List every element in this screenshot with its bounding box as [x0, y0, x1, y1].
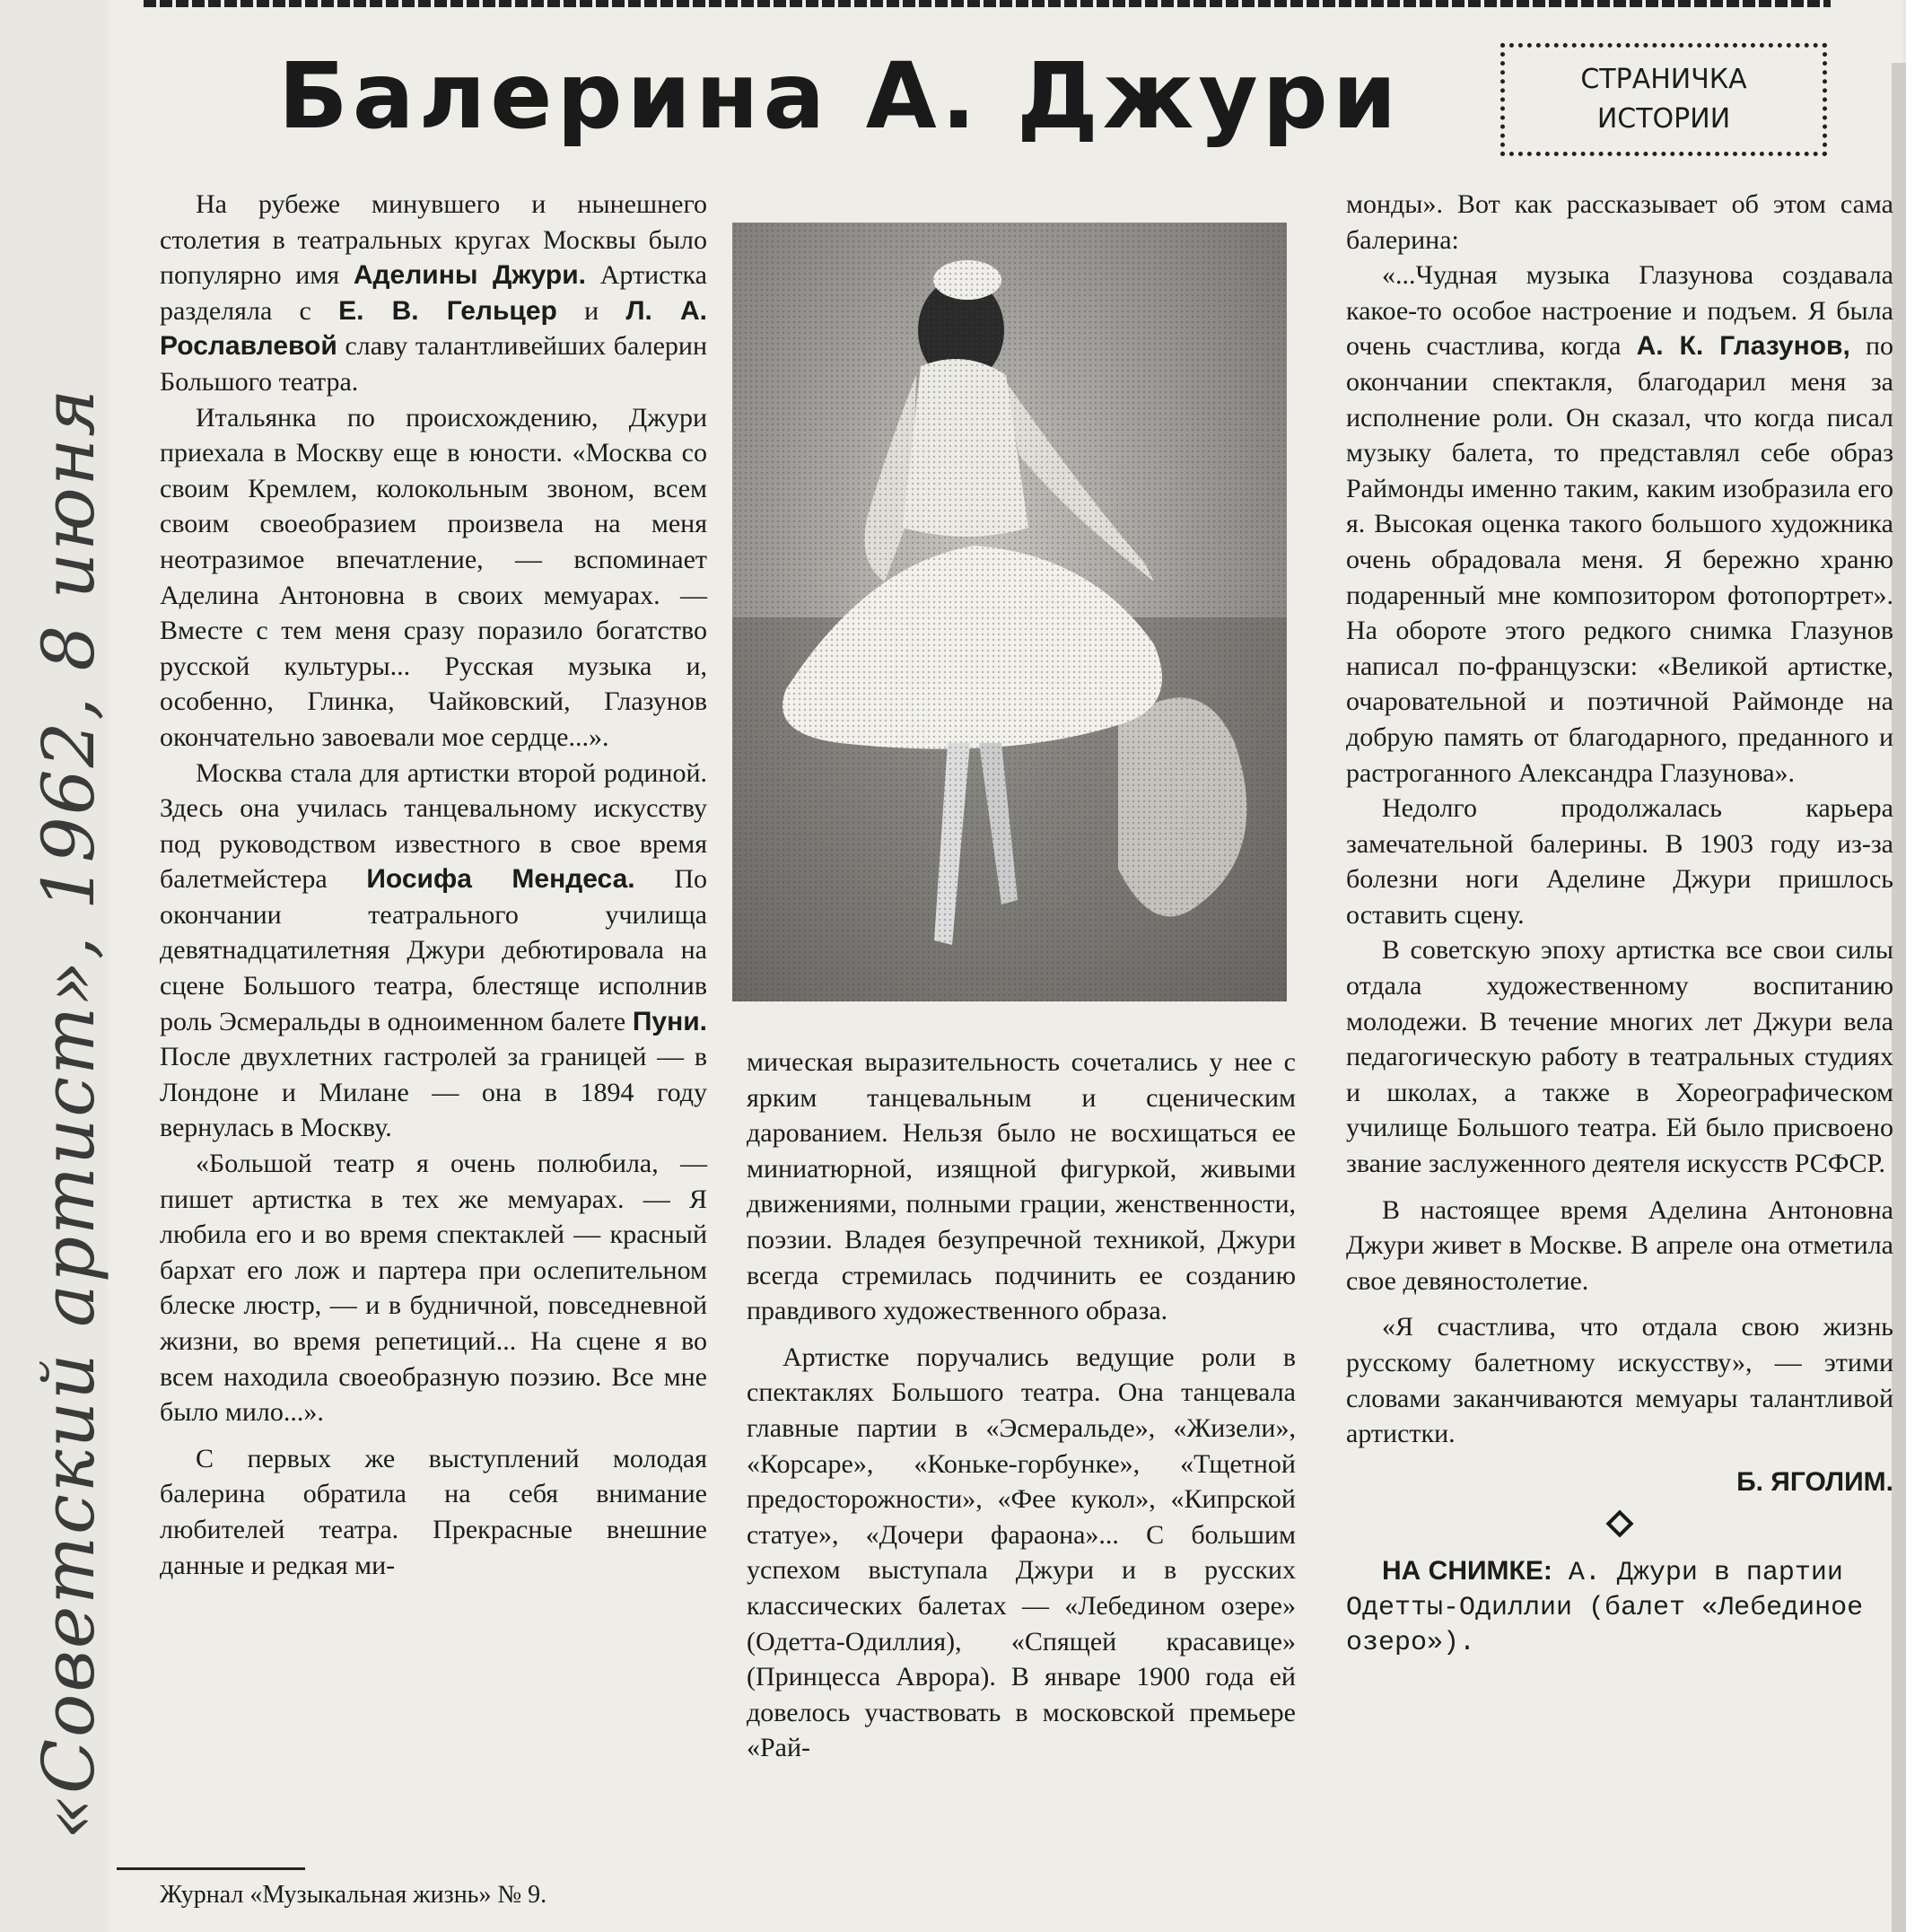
caption-label: НА СНИМКЕ:	[1382, 1556, 1552, 1587]
footnote-source: Журнал «Музыкальная жизнь» № 9.	[160, 1881, 547, 1909]
name-bold: Иосифа Мендеса.	[366, 864, 635, 895]
text-run: по окончании спектакля, благодарил меня за исполнение роли. Он сказал, что когда писал музыку балета, то представлял себе образ Раймонды именно таким, каким изобразила его я. Высокая оценка такого большого художника очень обрадовала меня. Я бережно храню подаренный мне композитором фотопортрет». На обороте этого редкого снимка Глазунов написал по-французски: «Великой артистке, очаровательной и поэтичной Раймонде на добрую память от благодарного, преданного и растроганного Александра Глазунова».	[1346, 331, 1893, 788]
paragraph: В советскую эпоху артистка все свои силы отдала художественному воспитанию молодежи. В течение многих лет Джури вела педагогическую работу в театральных студиях и школах, а также в Хореографическом училище Большого театра. Ей было присвоено звание заслуженного деятеля искусств РСФСР.	[1346, 935, 1893, 1179]
text-run: Артистка разделяла с	[160, 260, 707, 326]
text-run: славу талантливейших балерин Большого театра.	[160, 331, 707, 397]
article-column-2	[747, 1045, 1296, 1766]
text-run: По окончании театрального училища девятнадцатилетняя Джури дебютировала на сцене Большого театра, блестяще исполнив роль Эсмеральды в одноименном балете	[160, 864, 707, 1036]
text-run: Москва стала для артистки второй родиной. Здесь она училась танцевальному искусству под руководством известного в свое время балетмейстера	[160, 757, 707, 895]
page-edge	[1892, 63, 1906, 1932]
paragraph: мическая выразительность сочетались у нее с ярким танцевальным и сценическим дарованием. Нельзя было не восхищаться ее миниатюрной, изящной фигуркой, живыми движениями, полными грации, женственности, поэзии. Владея безупречной техникой, Джури всегда стремилась подчинить ее созданию правдивого художественного образа.	[747, 1047, 1296, 1326]
headline: Балерина А. Джури	[278, 43, 1402, 150]
ballerina-photo	[732, 223, 1287, 1001]
paragraph: С первых же выступлений молодая балерина обратила на себя внимание любителей театра. Прекрасные внешние данные и редкая ми-	[160, 1443, 707, 1580]
name-bold: Пуни.	[632, 1006, 707, 1036]
diamond-ornament	[1605, 1510, 1633, 1538]
footnote-rule	[117, 1867, 305, 1870]
paragraph: Недолго продолжалась карьера замечательной балерины. В 1903 году из-за болезни ноги Аделине Джури пришлось оставить сцену.	[1346, 793, 1893, 930]
text-run: и	[556, 295, 626, 326]
rubric-box	[1500, 43, 1827, 156]
handwritten-annotation: «Советский артист», 1962, 8 июня	[27, 387, 110, 1840]
rubric-line-1: СТРАНИЧКА	[1580, 64, 1747, 95]
top-border	[144, 0, 1831, 7]
paragraph: Артистке поручались ведущие роли в спектаклях Большого театра. Она танцевала главные партии в «Эсмеральде», «Жизели», «Корсаре», «Коньке-горбунке», «Тщетной предосторожности», «Фее кукол», «Кипрской статуе», «Дочери фараона»... С большим успехом выступала Джури и в русских классических балетах — «Лебедином озере» (Одетта-Одиллия), «Спящей красавице» (Принцесса Аврора). В январе 1900 года ей довелось участвовать в московской премьере «Рай-	[747, 1342, 1296, 1763]
article-column-1	[160, 187, 707, 1583]
author-signature: Б. ЯГОЛИМ.	[1736, 1466, 1893, 1497]
paragraph	[160, 756, 707, 1147]
paragraph: В настоящее время Аделина Антоновна Джури живет в Москве. В апреле она отметила свое девяностолетие.	[1346, 1194, 1893, 1296]
rubric-line-2: ИСТОРИИ	[1596, 103, 1731, 135]
caption-text: А. Джури в партии Одетты-Одиллии (балет «Лебединое озеро»).	[1346, 1558, 1864, 1659]
name-bold: Аделины Джури.	[353, 260, 587, 291]
name-bold: Л. А. Рославлевой	[160, 295, 707, 362]
paragraph	[160, 187, 707, 400]
paragraph: Итальянка по происхождению, Джури приехала в Москву еще в юности. «Москва со своим Кремлем, колокольным звоном, всем своим своеобразием произвела на меня неотразимое впечатление, — вспоминает Аделина Антоновна в своих мемуарах. — Вместе с тем меня сразу поразило богатство русской культуры... Русская музыка и, особенно, Глинка, Чайковский, Глазунов окончательно завоевали мое сердце...».	[160, 402, 707, 752]
article-column-3	[1346, 187, 1893, 1661]
text-run: «...Чудная музыка Глазунова создавала какое-то особое настроение и подъем. Я была очень счастлива, когда	[1346, 260, 1893, 362]
text-run: На рубеже минувшего и нынешнего столетия в театральных кругах Москвы было популярно имя	[160, 189, 707, 291]
photo-caption	[1346, 1553, 1893, 1661]
name-bold: А. К. Глазунов,	[1636, 331, 1850, 362]
name-bold: Е. В. Гельцер	[338, 295, 557, 326]
paragraph: монды». Вот как рассказывает об этом сама балерина:	[1346, 189, 1893, 255]
paragraph: «Большой театр я очень полюбила, — пишет артистка в тех же мемуарах. — Я любила его и во время спектаклей — красный бархат его лож и партера при ослепительном блеске люстр, — и в будничной, повседневной жизни, во время репетиций... На сцене я во всем находила своеобразную поэзию. Все мне было мило...».	[160, 1149, 707, 1428]
paragraph: «Я счастлива, что отдала свою жизнь русскому балетному искусству», — этими словами заканчиваются мемуары талантливой артистки.	[1346, 1312, 1893, 1449]
paragraph	[1346, 258, 1893, 791]
text-run: После двухлетних гастролей за границей — в Лондоне и Милане — она в 1894 году вернулась в Москву.	[160, 1042, 707, 1143]
